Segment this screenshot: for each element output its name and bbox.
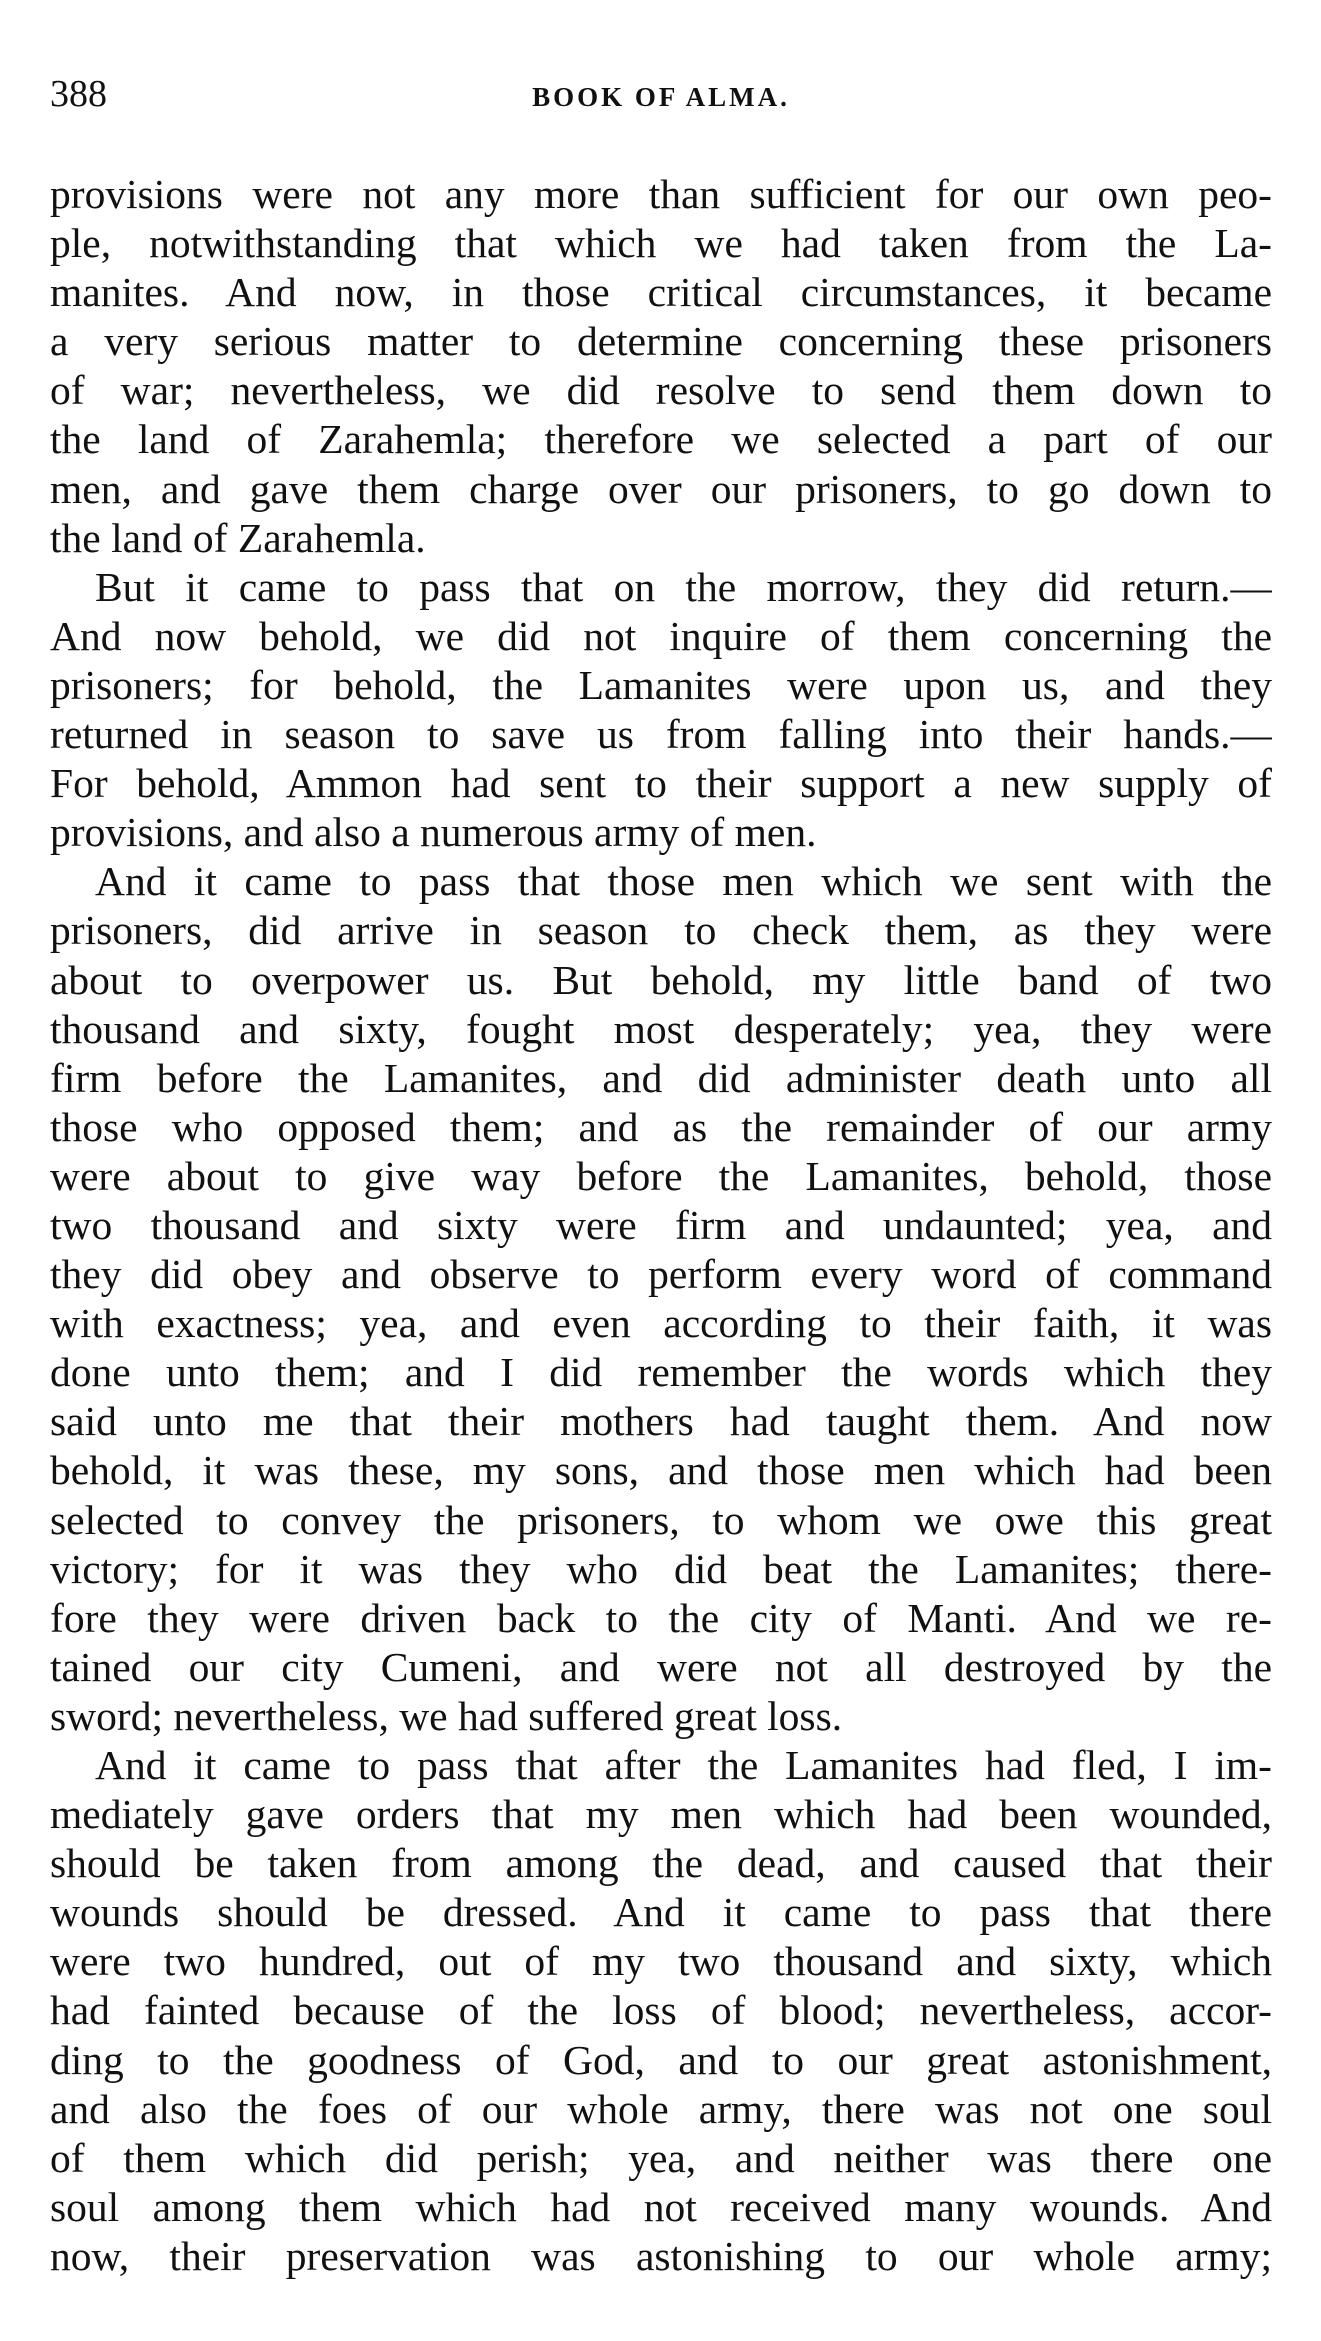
text-line: ding to the goodness of God, and to our great astonishment, — [50, 2036, 1272, 2083]
text-line: victory; for it was they who did beat the Lamanites; there- — [50, 1545, 1272, 1592]
body-text — [50, 170, 1272, 2281]
book-title: BOOK OF ALMA. — [532, 82, 790, 112]
text-line: of war; nevertheless, we did resolve to send them down to — [50, 367, 1272, 414]
text-line: of them which did perish; yea, and neither was there one — [50, 2134, 1272, 2181]
text-line: tained our city Cumeni, and were not all destroyed by the — [50, 1643, 1272, 1690]
text-line: about to overpower us. But behold, my little band of two — [50, 956, 1272, 1003]
text-line: the land of Zarahemla. — [50, 514, 426, 561]
text-line: thousand and sixty, fought most desperately; yea, they were — [50, 1005, 1272, 1052]
text-line: And now behold, we did not inquire of them concerning the — [50, 612, 1272, 659]
text-line: behold, it was these, my sons, and those men which had been — [50, 1447, 1272, 1494]
text-line: sword; nevertheless, we had suffered great loss. — [50, 1692, 843, 1739]
text-line: had fainted because of the loss of blood; nevertheless, accor- — [50, 1987, 1272, 2034]
text-line: prisoners; for behold, the Lamanites were upon us, and they — [50, 661, 1272, 708]
text-line: And it came to pass that after the Lamanites had fled, I im- — [95, 1742, 1272, 1788]
text-line: with exactness; yea, and even according to their faith, it was — [50, 1300, 1272, 1347]
text-line: they did obey and observe to perform every word of command — [50, 1251, 1272, 1298]
running-header — [50, 60, 1272, 130]
text-line: ple, notwithstanding that which we had taken from the La- — [50, 220, 1272, 267]
text-line: wounds should be dressed. And it came to pass that there — [50, 1889, 1272, 1936]
text-line: and also the foes of our whole army, there was not one soul — [50, 2085, 1272, 2132]
text-line: two thousand and sixty were firm and undaunted; yea, and — [50, 1201, 1272, 1248]
text-line: For behold, Ammon had sent to their support a new supply of — [50, 760, 1272, 807]
text-line: returned in season to save us from falling into their hands.— — [50, 711, 1272, 758]
text-line: were about to give way before the Lamanites, behold, those — [50, 1152, 1272, 1199]
text-line: done unto them; and I did remember the words which they — [50, 1349, 1272, 1396]
text-line: men, and gave them charge over our prisoners, to go down to — [50, 465, 1272, 512]
text-line: were two hundred, out of my two thousand and sixty, which — [50, 1938, 1272, 1985]
text-line: said unto me that their mothers had taught them. And now — [50, 1398, 1272, 1445]
text-line: manites. And now, in those critical circumstances, it became — [50, 269, 1272, 316]
text-line: firm before the Lamanites, and did administer death unto all — [50, 1054, 1272, 1101]
text-line: a very serious matter to determine concerning these prisoners — [50, 318, 1272, 365]
text-line: But it came to pass that on the morrow, they did return.— — [95, 563, 1272, 610]
text-line: And it came to pass that those men which we sent with the — [95, 858, 1272, 905]
book-page — [50, 60, 1272, 2281]
text-line: selected to convey the prisoners, to whom we owe this great — [50, 1496, 1272, 1543]
text-line: fore they were driven back to the city of Manti. And we re- — [50, 1594, 1272, 1641]
text-line: now, their preservation was astonishing to our whole army; — [50, 2232, 1272, 2279]
page-number: 388 — [50, 73, 107, 115]
text-line: prisoners, did arrive in season to check them, as they were — [50, 907, 1272, 954]
text-line: the land of Zarahemla; therefore we selected a part of our — [50, 416, 1272, 463]
text-line: provisions, and also a numerous army of men. — [50, 809, 817, 856]
text-line: those who opposed them; and as the remainder of our army — [50, 1103, 1272, 1150]
text-line: should be taken from among the dead, and caused that their — [50, 1840, 1272, 1887]
text-line: soul among them which had not received many wounds. And — [50, 2183, 1272, 2230]
text-line: provisions were not any more than sufficient for our own peo- — [50, 171, 1272, 217]
text-line: mediately gave orders that my men which had been wounded, — [50, 1791, 1272, 1838]
